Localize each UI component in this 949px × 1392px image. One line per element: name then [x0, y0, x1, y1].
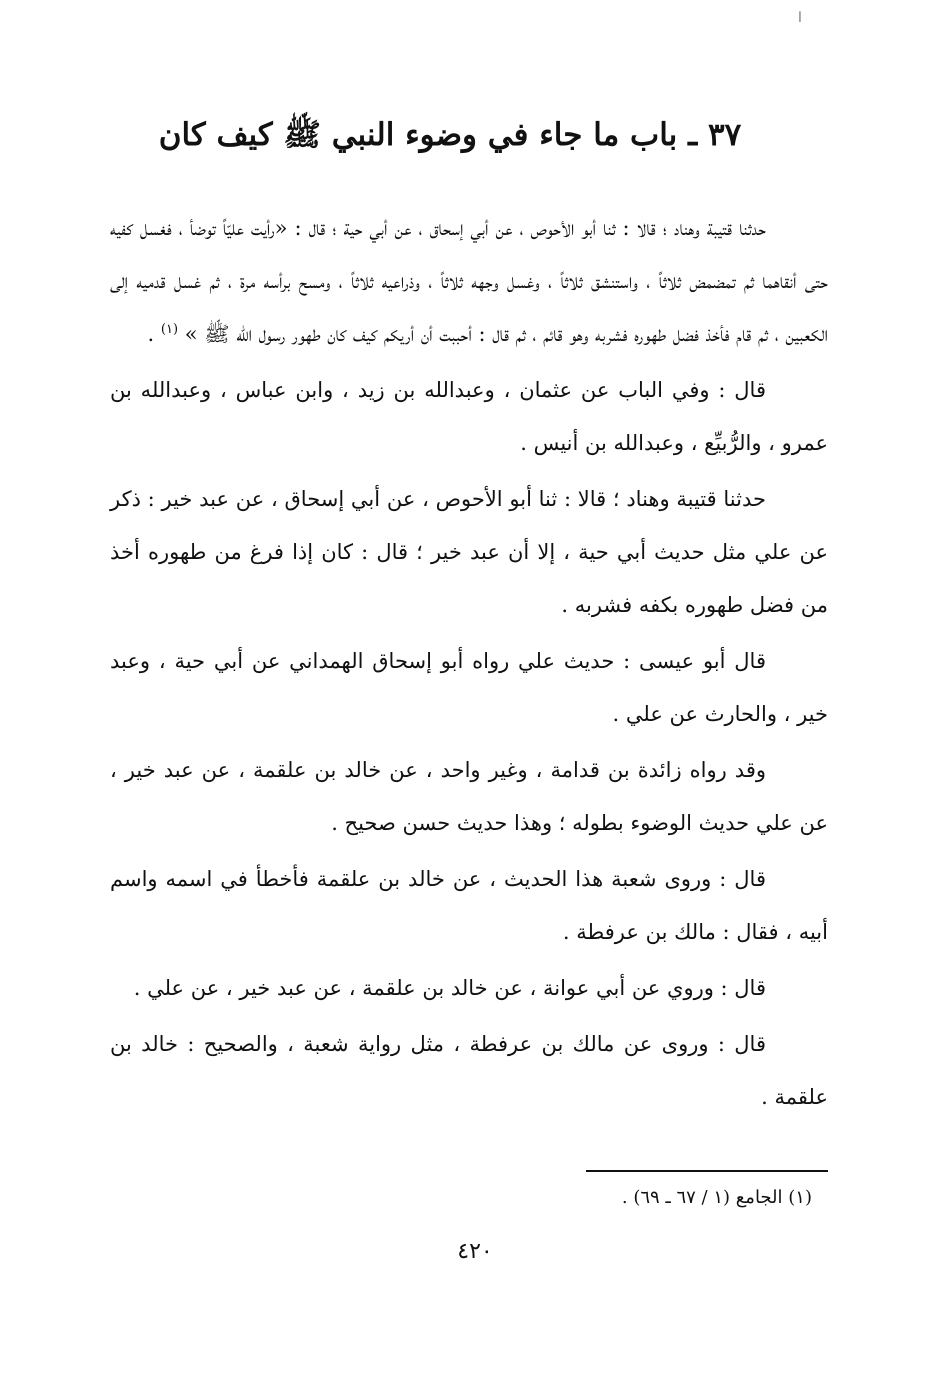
paragraph-3: حدثنا قتيبة وهناد ؛ قالا : ثنا أبو الأحوص ، عن أبي إسحاق ، عن عبد خير : ذكر عن علي مثل حديث أبي حية ، إلا أن عبد خير ؛ قال : كان إذا فرغ من طهوره أخذ من فضل طهوره بكفه فشربه . — [110, 487, 828, 617]
chapter-title: ٣٧ ـ باب ما جاء في وضوء النبي ﷺ كيف كان — [158, 117, 742, 153]
footnote-divider — [586, 1170, 828, 1172]
footnote-reference: (١) — [160, 322, 179, 337]
body-text — [110, 202, 828, 1124]
paragraph-1 — [110, 202, 828, 361]
paragraph-4: قال أبو عيسى : حديث علي رواه أبو إسحاق الهمداني عن أبي حية ، وعبد خير ، والحارث عن علي . — [110, 649, 828, 726]
paragraph-5: وقد رواه زائدة بن قدامة ، وغير واحد ، عن خالد بن علقمة ، عن عبد خير ، عن علي حديث الوضوء بطوله ؛ وهذا حديث حسن صحيح . — [110, 758, 828, 835]
paragraph-6: قال : وروى شعبة هذا الحديث ، عن خالد بن علقمة فأخطأ في اسمه واسم أبيه ، فقال : مالك بن عرفطة . — [110, 867, 828, 944]
page-number: ٤٢٠ — [457, 1239, 493, 1264]
footnote: (١) الجامع (١ / ٦٧ ـ ٦٩) . — [621, 1187, 812, 1208]
corner-mark: ا — [798, 10, 802, 26]
paragraph-1-end: . — [147, 322, 161, 346]
paragraph-1-text: حدثنا قتيبة وهناد ؛ قالا : ثنا أبو الأحوص ، عن أبي إسحاق ، عن أبي حية ؛ قال : «رأيت عليّاً توضأ ، فغسل كفيه حتى أنقاهما ثم تمضمض ثلاثاً ، واستنشق ثلاثاً ، وغسل وجهه ثلاثاً ، وذراعيه ثلاثاً ، ومسح برأسه مرة ، ثم غسل قدميه إلى الكعبين ، ثم قام فأخذ فضل طهوره فشربه وهو قائم ، ثم قال : أحببت أن أريكم كيف كان طهور رسول الله ﷺ » — [110, 216, 828, 346]
paragraph-7: قال : وروي عن أبي عوانة ، عن خالد بن علقمة ، عن عبد خير ، عن علي . — [133, 976, 766, 1000]
paragraph-2: قال : وفي الباب عن عثمان ، وعبدالله بن زيد ، وابن عباس ، وعبدالله بن عمرو ، والرُّبيِّع ، وعبدالله بن أنيس . — [110, 378, 828, 455]
paragraph-8: قال : وروى عن مالك بن عرفطة ، مثل رواية شعبة ، والصحيح : خالد بن علقمة . — [110, 1032, 828, 1109]
